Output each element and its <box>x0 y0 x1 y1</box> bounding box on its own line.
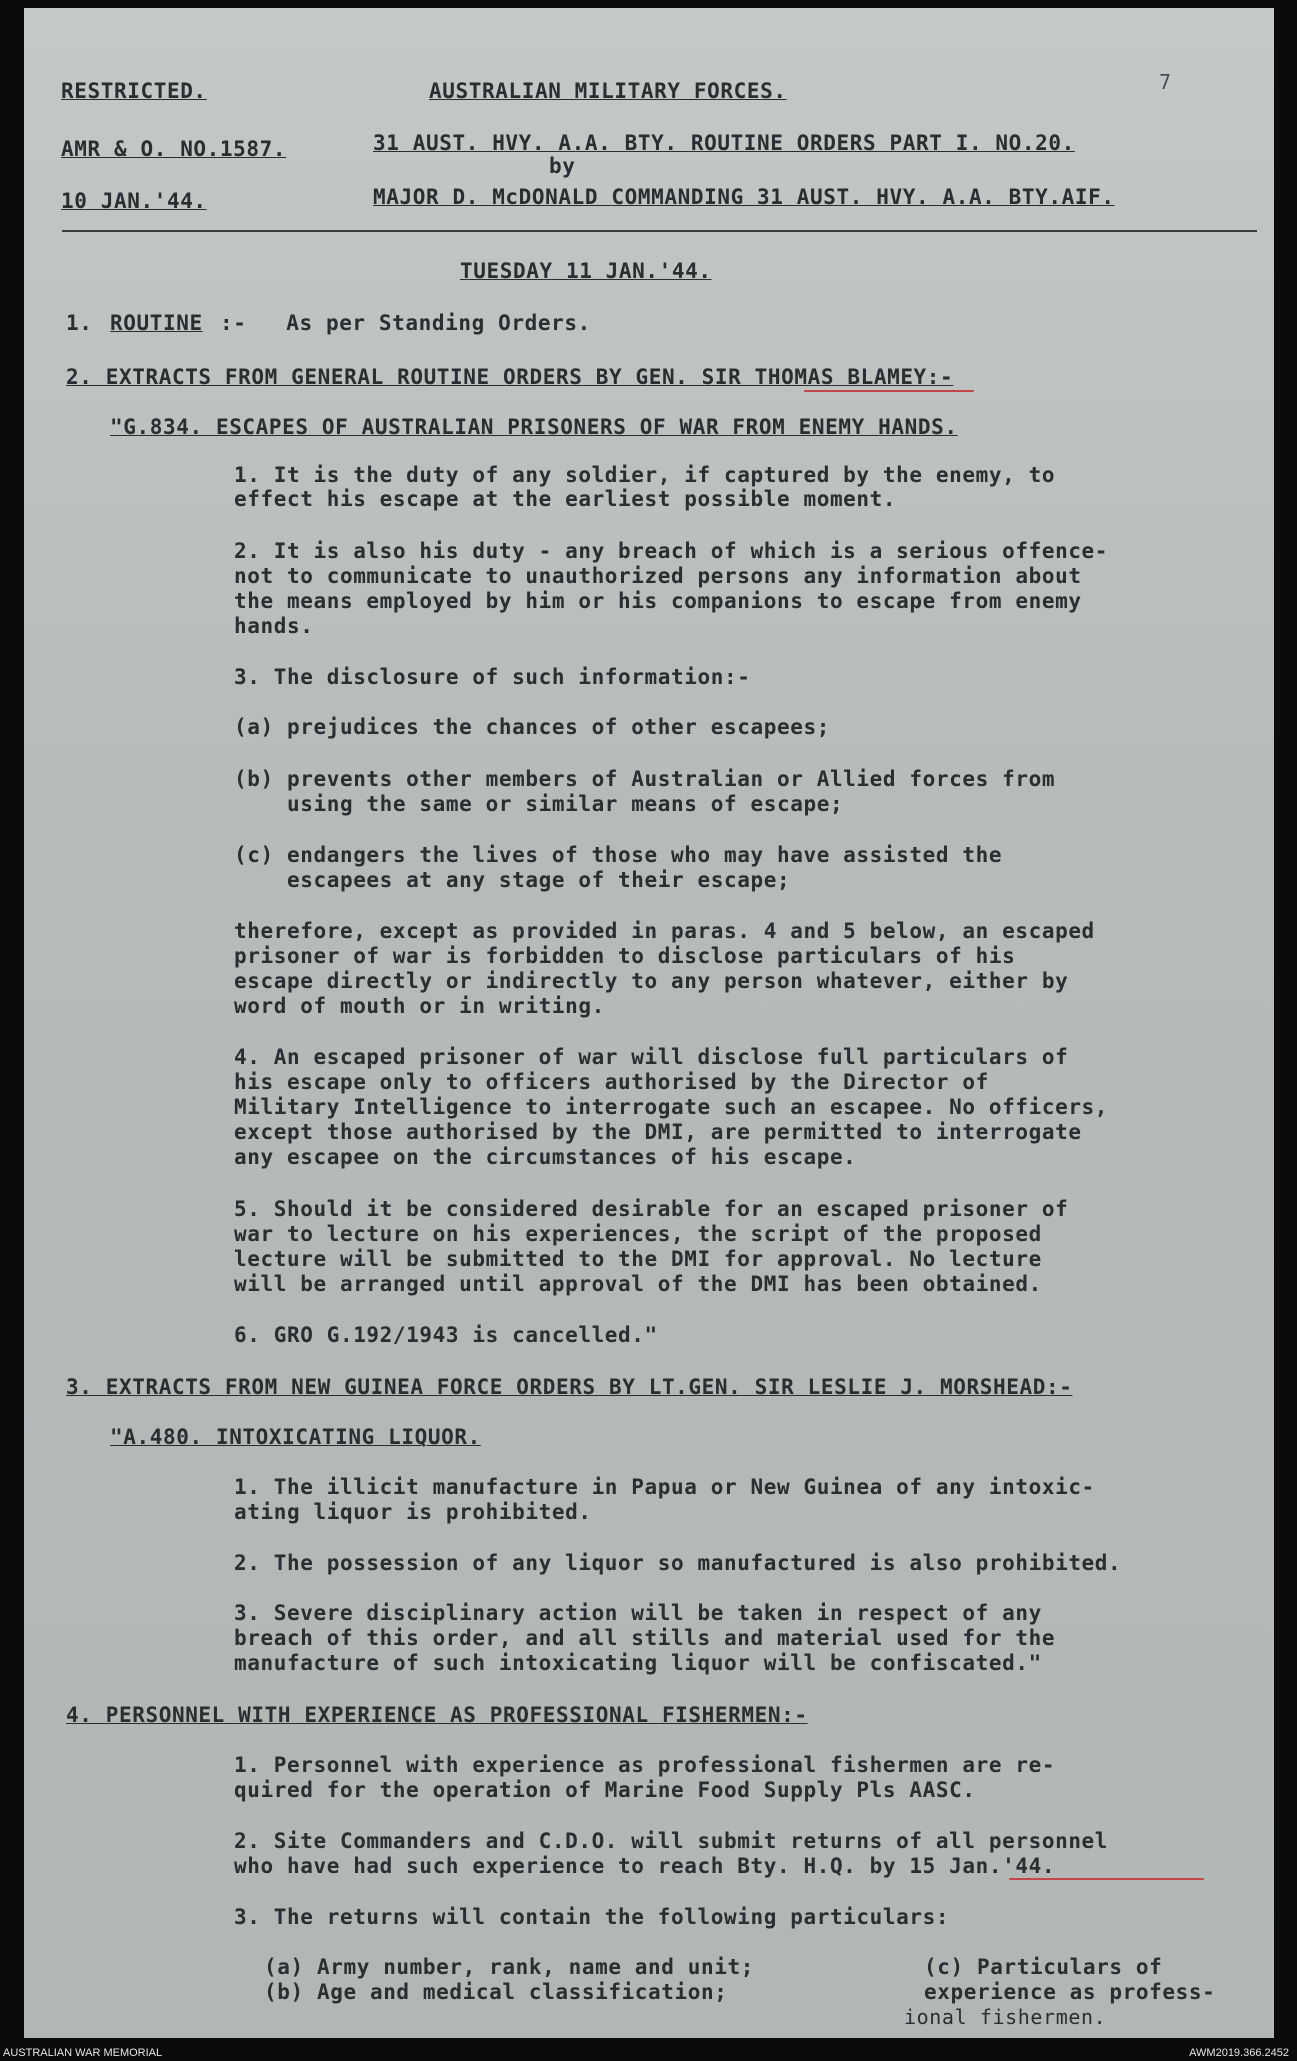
paragraph-line: 6. GRO G.192/1943 is cancelled." <box>234 1323 658 1347</box>
list-item: (c) Particulars of <box>924 1955 1163 1979</box>
paragraph-line: manufacture of such intoxicating liquor will be confiscated." <box>234 1651 1042 1675</box>
paragraph-line: ating liquor is prohibited. <box>234 1500 592 1524</box>
paragraph-line: not to communicate to unauthorized persons any information about <box>234 564 1082 588</box>
routine-orders-title: 31 AUST. HVY. A.A. BTY. ROUTINE ORDERS PART I. NO.20. <box>373 131 1075 155</box>
paragraph-line: 1. Personnel with experience as professional fishermen are re- <box>234 1753 1056 1777</box>
section-2-heading: 2. EXTRACTS FROM GENERAL ROUTINE ORDERS BY GEN. SIR THOMAS BLAMEY:- <box>66 365 954 389</box>
paragraph-line: quired for the operation of Marine Food Supply Pls AASC. <box>234 1778 976 1802</box>
paragraph-line: (a) prejudices the chances of other escapees; <box>234 715 830 739</box>
paragraph-line: effect his escape at the earliest possible moment. <box>234 487 897 511</box>
amr-number: AMR & O. NO.1587. <box>61 137 287 161</box>
paragraph-line: who have had such experience to reach Bty. H.Q. by 15 Jan.'44. <box>234 1854 1056 1878</box>
section-2-subheading: "G.834. ESCAPES OF AUSTRALIAN PRISONERS OF WAR FROM ENEMY HANDS. <box>110 415 958 439</box>
section-3-subheading: "A.480. INTOXICATING LIQUOR. <box>110 1425 481 1449</box>
section-3-heading: 3. EXTRACTS FROM NEW GUINEA FORCE ORDERS BY LT.GEN. SIR LESLIE J. MORSHEAD:- <box>66 1375 1073 1399</box>
paragraph-line: 3. The disclosure of such information:- <box>234 665 751 689</box>
section-1-number: 1. <box>66 311 93 335</box>
footer-right: AWM2019.366.2452 <box>1189 2047 1289 2059</box>
section-4-heading: 4. PERSONNEL WITH EXPERIENCE AS PROFESSIONAL FISHERMEN:- <box>66 1703 808 1727</box>
header-rule <box>62 230 1257 232</box>
paragraph-line: (b) prevents other members of Australian or Allied forces from <box>234 767 1056 791</box>
paragraph-line: breach of this order, and all stills and material used for the <box>234 1626 1056 1650</box>
list-item: (b) Age and medical classification; <box>264 1980 728 2004</box>
paragraph-line: using the same or similar means of escape; <box>234 792 844 816</box>
list-item: (a) Army number, rank, name and unit; <box>264 1955 754 1979</box>
paragraph-line: lecture will be submitted to the DMI for approval. No lecture <box>234 1247 1042 1271</box>
paragraph-line: 4. An escaped prisoner of war will disclose full particulars of <box>234 1045 1069 1069</box>
paragraph-line: will be arranged until approval of the DMI has been obtained. <box>234 1272 1042 1296</box>
paragraph-line: therefore, except as provided in paras. 4 and 5 below, an escaped <box>234 919 1095 943</box>
paragraph-line: 3. Severe disciplinary action will be taken in respect of any <box>234 1601 1042 1625</box>
paragraph-line: 1. It is the duty of any soldier, if captured by the enemy, to <box>234 463 1056 487</box>
footer-left: AUSTRALIAN WAR MEMORIAL <box>3 2047 163 2059</box>
red-pencil-underline <box>804 390 974 392</box>
by-label: by <box>549 154 576 178</box>
paragraph-line: escapees at any stage of their escape; <box>234 868 791 892</box>
paragraph-line: prisoner of war is forbidden to disclose particulars of his <box>234 944 1016 968</box>
paragraph-line: any escapee on the circumstances of his escape. <box>234 1145 857 1169</box>
paragraph-line: 2. Site Commanders and C.D.O. will submit returns of all personnel <box>234 1829 1109 1853</box>
paragraph-line: 3. The returns will contain the following particulars: <box>234 1905 950 1929</box>
section-1-heading: ROUTINE <box>110 311 203 335</box>
paragraph-line: the means employed by him or his companions to escape from enemy <box>234 589 1082 613</box>
section-1-text: :- As per Standing Orders. <box>220 311 591 335</box>
red-pencil-underline <box>1009 1878 1204 1880</box>
page-stamp: 7 <box>1159 70 1172 94</box>
paragraph-line: Military Intelligence to interrogate such an escapee. No officers, <box>234 1095 1109 1119</box>
paragraph-line: 2. It is also his duty - any breach of which is a serious offence- <box>234 539 1109 563</box>
header-date: 10 JAN.'44. <box>61 189 207 213</box>
list-item: experience as profess- <box>924 1980 1216 2004</box>
paragraph-line: (c) endangers the lives of those who may have assisted the <box>234 843 1003 867</box>
paragraph-line: war to lecture on his experiences, the script of the proposed <box>234 1222 1042 1246</box>
day-heading: TUESDAY 11 JAN.'44. <box>460 259 712 283</box>
restricted-label: RESTRICTED. <box>61 79 207 103</box>
paragraph-line: except those authorised by the DMI, are permitted to interrogate <box>234 1120 1082 1144</box>
list-item: ional fishermen. <box>904 2005 1107 2029</box>
paragraph-line: 5. Should it be considered desirable for an escaped prisoner of <box>234 1197 1069 1221</box>
paragraph-line: 1. The illicit manufacture in Papua or New Guinea of any intoxic- <box>234 1475 1095 1499</box>
document-sheet <box>24 8 1274 2038</box>
paragraph-line: word of mouth or in writing. <box>234 994 605 1018</box>
paragraph-line: hands. <box>234 614 314 638</box>
paragraph-line: his escape only to officers authorised by the Director of <box>234 1070 989 1094</box>
paragraph-line: 2. The possession of any liquor so manufactured is also prohibited. <box>234 1551 1122 1575</box>
commander-line: MAJOR D. McDONALD COMMANDING 31 AUST. HVY. A.A. BTY.AIF. <box>373 185 1115 209</box>
paragraph-line: escape directly or indirectly to any person whatever, either by <box>234 969 1069 993</box>
document-title: AUSTRALIAN MILITARY FORCES. <box>429 79 787 103</box>
